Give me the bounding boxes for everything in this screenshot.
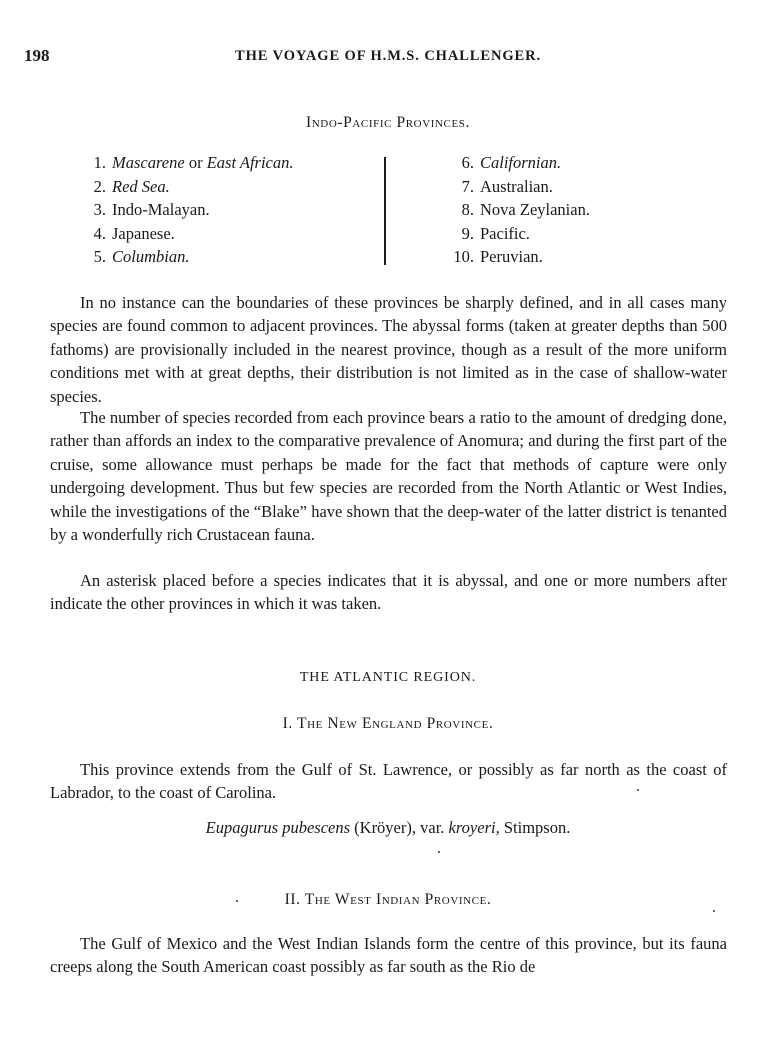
province-item — [84, 151, 293, 175]
species-entry — [0, 818, 776, 838]
print-speck — [438, 851, 440, 853]
page-number: 198 — [24, 46, 50, 65]
indo-pacific-heading: Indo-Pacific Provinces. — [305, 114, 470, 131]
print-speck — [713, 910, 715, 912]
province-item — [438, 245, 590, 269]
province-name: Red Sea. — [112, 176, 170, 196]
province-item — [438, 175, 590, 199]
province-number: 4. — [93, 223, 106, 243]
province-name-alt: East African. — [206, 153, 294, 172]
west-indian-heading: II. The West Indian Province. — [284, 891, 492, 908]
province-number: 1. — [93, 153, 106, 172]
province-list-left — [84, 151, 293, 269]
province-connector: or — [188, 153, 203, 172]
species-variety-author: Stimpson. — [503, 818, 571, 837]
province-name: Nova Zeylanian. — [480, 200, 590, 219]
species-author: (Kröyer), var. — [354, 818, 445, 837]
province-name: Indo-Malayan. — [112, 200, 210, 219]
paragraph-asterisk-note: An asterisk placed before a species indicates that it is abyssal, and one or more numbers after indicate the other provinces in which it was taken. — [50, 571, 727, 614]
species-name: Eupagurus pubescens — [205, 818, 351, 837]
province-name: Californian. — [480, 153, 562, 172]
province-number: 8. — [461, 200, 474, 219]
province-name: Columbian. — [112, 247, 190, 266]
province-number: 9. — [461, 223, 474, 243]
province-number: 6. — [461, 153, 474, 172]
province-item — [84, 245, 293, 269]
province-name: Australian. — [480, 176, 553, 196]
province-name: Pacific. — [480, 223, 530, 243]
province-number: 5. — [93, 247, 106, 266]
province-number: 7. — [461, 176, 474, 196]
province-item — [438, 222, 590, 246]
province-name: Mascarene — [112, 153, 185, 172]
west-indian-description: The Gulf of Mexico and the West Indian Islands form the centre of this province, but its fauna creeps along the South American coast possibly as far south as the Rio de — [50, 934, 727, 977]
province-number: 10. — [453, 247, 474, 266]
province-item — [438, 151, 590, 175]
paragraph-species-count: The number of species recorded from each province bears a ratio to the amount of dredging done, rather than affords an index to the comparative prevalence of Anomura; and during the first part of the cruise, some allowance must perhaps be made for the fact that methods of capture were only undergoing development. Thus but few species are recorded from the North Atlantic or West Indies, while the investigations of the “Blake” have shown that the deep-water of the latter district is tenanted by a wonderfully rich Crustacean fauna. — [50, 408, 727, 545]
paragraph-boundaries: In no instance can the boundaries of these provinces be sharply defined, and in all cases many species are found common to adjacent provinces. The abyssal forms (taken at greater depths than 500 fathoms) are provisionally included in the nearest province, though as a result of the more uniform conditions met with at great depths, their distribution is not limited as in the case of shallow-water species. — [50, 293, 727, 406]
new-england-description: This province extends from the Gulf of St. Lawrence, or possibly as far north as the coast of Labrador, to the coast of Carolina. — [50, 760, 727, 803]
atlantic-region-heading: THE ATLANTIC REGION. — [299, 670, 477, 685]
new-england-heading: I. The New England Province. — [282, 715, 494, 732]
province-item — [84, 175, 293, 199]
province-list-right — [438, 151, 590, 269]
province-number: 2. — [93, 176, 106, 196]
species-variety: kroyeri, — [448, 818, 500, 837]
province-item — [438, 198, 590, 222]
province-item — [84, 198, 293, 222]
running-head: THE VOYAGE OF H.M.S. CHALLENGER. — [235, 48, 541, 64]
province-number: 3. — [93, 200, 106, 219]
province-item — [84, 222, 293, 246]
province-name: Japanese. — [112, 223, 175, 243]
print-speck — [236, 900, 238, 902]
list-divider — [384, 157, 386, 265]
province-name: Peruvian. — [480, 247, 543, 266]
print-speck — [637, 789, 639, 791]
